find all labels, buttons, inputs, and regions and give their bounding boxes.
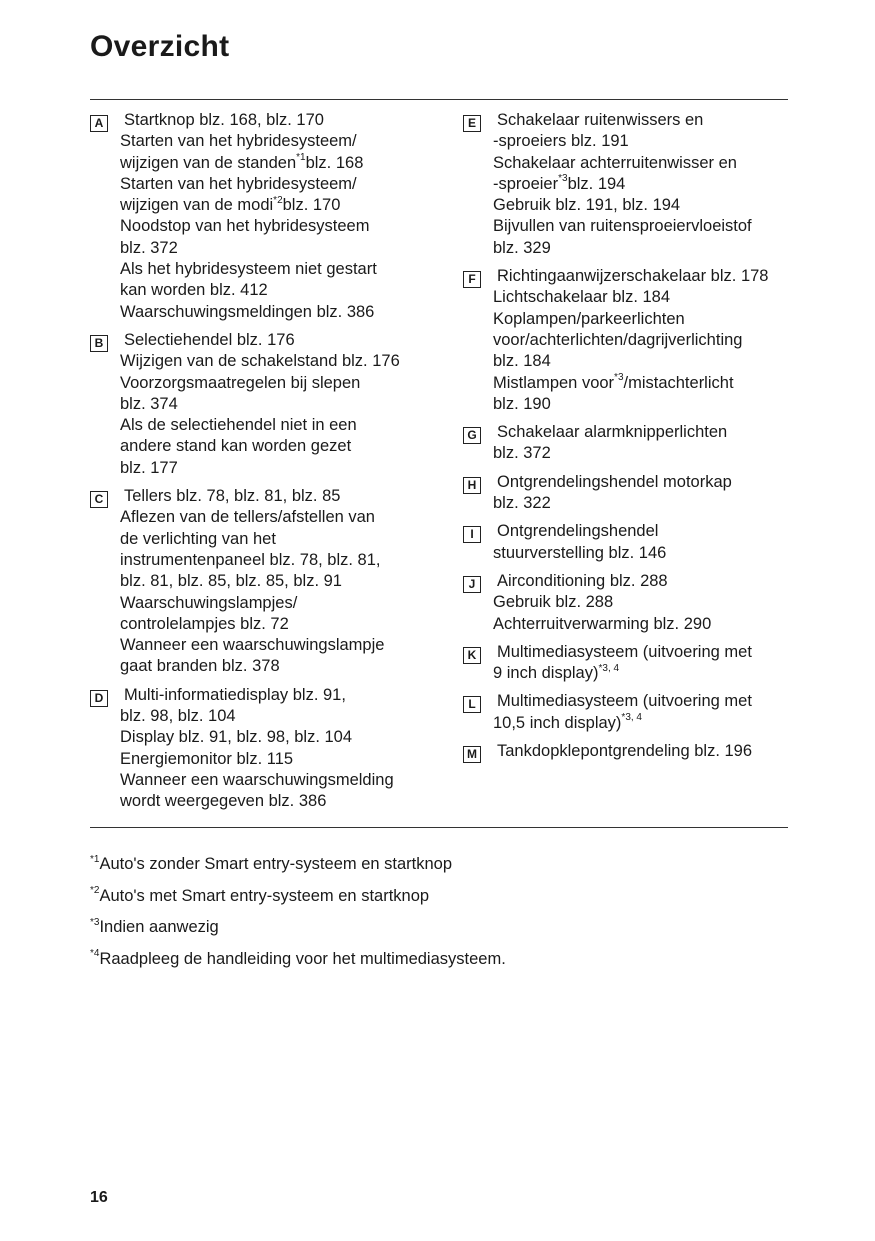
- entry-line: wijzigen van de standen$^{*1}$blz. 168: [120, 152, 364, 172]
- right-column: [463, 110, 798, 769]
- footnote-mark: *4: [90, 948, 100, 959]
- page-number: 16: [90, 1189, 108, 1206]
- entry-line: Aflezen van de tellers/afstellen van: [120, 508, 375, 527]
- entry-line: Multi-informatiedisplay blz. 91,: [124, 685, 346, 704]
- entry-line: voor/achterlichten/dagrijverlichting: [493, 330, 743, 349]
- entry-line: 9 inch display)$^{*3, 4}$: [493, 662, 620, 683]
- entry-line: blz. 374: [120, 394, 178, 413]
- entry-line: Wanneer een waarschuwingsmelding: [120, 770, 394, 789]
- entry-line: Noodstop van het hybridesysteem: [120, 217, 370, 236]
- entry-line: blz. 329: [493, 238, 551, 257]
- entry-line: Waarschuwingsmeldingen blz. 386: [120, 302, 375, 321]
- callout-letter-box: G: [463, 427, 481, 444]
- entry-line: Energiemonitor blz. 115: [120, 749, 294, 768]
- entry-line: Gebruik blz. 288: [493, 593, 614, 612]
- entry-line: Ontgrendelingshendel motorkap: [497, 472, 732, 491]
- entry-line: -sproeiers blz. 191: [493, 132, 629, 151]
- footnote-reference: *3, 4: [598, 662, 620, 674]
- callout-entry-h: [463, 472, 798, 515]
- entry-line: Display blz. 91, blz. 98, blz. 104: [120, 728, 353, 747]
- callout-letter-box: H: [463, 477, 481, 494]
- entry-line: andere stand kan worden gezet: [120, 437, 352, 456]
- callout-letter-box: D: [90, 690, 108, 707]
- footnote-reference: *1: [296, 152, 306, 164]
- footnote: $^{*4}$Raadpleeg de handleiding voor het multimediasysteem.: [90, 948, 506, 968]
- callout-letter-box: M: [463, 746, 481, 763]
- callout-letter-box: J: [463, 576, 481, 593]
- footnote-reference: *3, 4: [621, 712, 642, 724]
- entry-line: Startknop blz. 168, blz. 170: [124, 111, 324, 129]
- entry-line: blz. 81, blz. 85, blz. 85, blz. 91: [120, 572, 342, 591]
- callout-letter-box: I: [463, 526, 481, 543]
- entry-line: Ontgrendelingshendel: [497, 522, 659, 541]
- footnote: $^{*3}$Indien aanwezig: [90, 916, 219, 936]
- entry-line: Richtingaanwijzerschakelaar blz. 178: [497, 267, 769, 286]
- entry-line: Tankdopklepontgrendeling blz. 196: [497, 742, 753, 761]
- entry-line: blz. 372: [120, 238, 178, 257]
- callout-letter-box: L: [463, 696, 481, 713]
- entry-line: Airconditioning blz. 288: [497, 571, 668, 590]
- callout-letter-box: K: [463, 647, 481, 664]
- entry-line: 10,5 inch display)$^{*3, 4}$: [493, 712, 642, 732]
- entry-line: Multimediasysteem (uitvoering met: [497, 642, 752, 661]
- callout-entry-i: [463, 521, 798, 564]
- callout-entry-g: [463, 422, 798, 465]
- callout-entry-a: [90, 110, 435, 323]
- callout-letter-box: C: [90, 491, 108, 508]
- entry-line: Tellers blz. 78, blz. 81, blz. 85: [124, 487, 341, 506]
- footnote: $^{*2}$Auto's met Smart entry-systeem en startknop: [90, 885, 430, 905]
- entry-line: Voorzorgsmaatregelen bij slepen: [120, 373, 361, 392]
- callout-entry-b: [90, 330, 435, 479]
- bottom-divider: [90, 827, 788, 828]
- entry-line: controlelampjes blz. 72: [120, 614, 289, 633]
- entry-line: Multimediasysteem (uitvoering met: [497, 692, 752, 711]
- footnote-reference: *3: [558, 173, 568, 185]
- entry-line: blz. 190: [493, 394, 551, 413]
- entry-line: Koplampen/parkeerlichten: [493, 309, 685, 328]
- callout-entry-k: [463, 642, 798, 685]
- entry-line: -sproeier$^{*3}$blz. 194: [493, 173, 626, 193]
- entry-line: blz. 98, blz. 104: [120, 707, 236, 726]
- entry-line: blz. 322: [493, 494, 551, 513]
- entry-line: wijzigen van de modi$^{*2}$blz. 170: [120, 194, 341, 215]
- entry-line: kan worden blz. 412: [120, 281, 268, 300]
- callout-entry-c: [90, 486, 435, 678]
- callout-entry-e: [463, 110, 798, 259]
- entry-line: stuurverstelling blz. 146: [493, 543, 667, 562]
- top-divider: [90, 99, 788, 100]
- entry-line: Wanneer een waarschuwingslampje: [120, 636, 385, 655]
- footnote: $^{*1}$Auto's zonder Smart entry-systeem en startknop: [90, 853, 453, 873]
- callout-entry-m: [463, 741, 798, 762]
- left-column: [90, 110, 435, 820]
- entry-line: wordt weergegeven blz. 386: [120, 792, 327, 811]
- callout-entry-d: [90, 685, 435, 813]
- entry-line: Selectiehendel blz. 176: [124, 330, 295, 349]
- entry-line: Mistlampen voor$^{*3}$/mistachterlicht: [493, 372, 734, 392]
- page-title: Overzicht: [90, 30, 230, 63]
- entry-line: Als het hybridesysteem niet gestart: [120, 260, 377, 279]
- entry-line: Wijzigen van de schakelstand blz. 176: [120, 352, 400, 371]
- footnote-mark: *3: [90, 916, 100, 928]
- entry-line: Waarschuwingslampjes/: [120, 593, 298, 612]
- footnote-reference: *3: [614, 372, 624, 384]
- callout-letter-box: E: [463, 115, 481, 132]
- callout-letter-box: F: [463, 271, 481, 288]
- footnote-reference: *2: [273, 194, 283, 206]
- entry-line: Als de selectiehendel niet in een: [120, 416, 357, 435]
- entry-line: de verlichting van het: [120, 529, 276, 548]
- entry-line: instrumentenpaneel blz. 78, blz. 81,: [120, 550, 381, 569]
- callout-entry-f: [463, 266, 798, 415]
- callout-entry-l: [463, 691, 798, 734]
- entry-line: blz. 177: [120, 458, 178, 477]
- callout-letter-box: A: [90, 115, 108, 132]
- callout-entry-j: [463, 571, 798, 635]
- entry-line: Schakelaar alarmknipperlichten: [497, 423, 728, 442]
- entry-line: Bijvullen van ruitensproeiervloeistof: [493, 217, 752, 236]
- entry-line: Starten van het hybridesysteem/: [120, 132, 357, 151]
- footnotes: [90, 855, 506, 981]
- entry-line: Lichtschakelaar blz. 184: [493, 288, 671, 307]
- entry-line: Schakelaar ruitenwissers en: [497, 111, 704, 129]
- footnote-mark: *2: [90, 885, 100, 896]
- footnote-mark: *1: [90, 853, 100, 865]
- callout-letter-box: B: [90, 335, 108, 352]
- entry-line: blz. 372: [493, 444, 551, 463]
- entry-line: Gebruik blz. 191, blz. 194: [493, 196, 681, 215]
- entry-line: Schakelaar achterruitenwisser en: [493, 153, 737, 172]
- entry-line: gaat branden blz. 378: [120, 657, 280, 676]
- entry-line: Starten van het hybridesysteem/: [120, 174, 357, 193]
- entry-line: blz. 184: [493, 352, 551, 371]
- entry-line: Achterruitverwarming blz. 290: [493, 614, 712, 633]
